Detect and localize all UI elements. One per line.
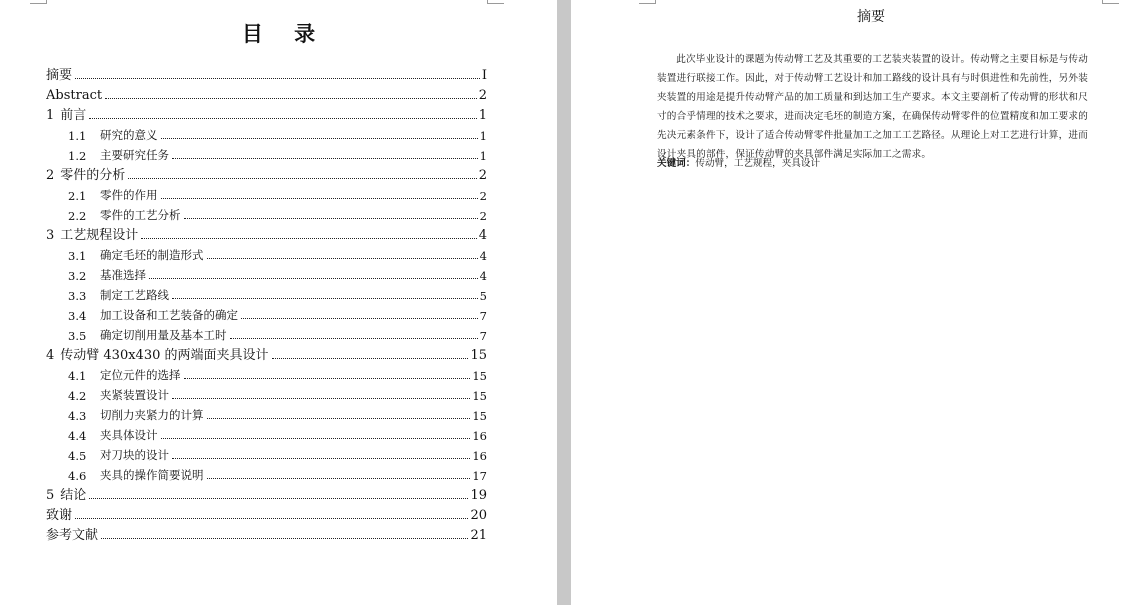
toc-dot-leader: [207, 257, 478, 259]
toc-dot-leader: [184, 377, 471, 379]
toc-dot-leader: [172, 157, 478, 159]
toc-entry-number: 4.5: [68, 449, 87, 463]
toc-title: 目 录: [241, 21, 328, 46]
toc-entry[interactable]: [46, 223, 487, 243]
toc-entry-label: 夹具的操作简要说明: [100, 468, 204, 482]
toc-entry-label: 工艺规程设计: [60, 228, 139, 243]
toc-entry[interactable]: [46, 403, 487, 423]
toc-entry-page: 4: [478, 228, 487, 243]
toc-entry[interactable]: [46, 123, 487, 143]
toc-entry-label: 摘要: [46, 68, 73, 83]
toc-entry-label: 前言: [60, 108, 87, 123]
toc-entry-label: 零件的分析: [60, 168, 126, 183]
toc-entry-number: 3.1: [68, 249, 87, 263]
toc-entry[interactable]: [46, 163, 487, 183]
toc-entry-page: 19: [470, 488, 487, 503]
abstract-keywords: [657, 154, 1088, 173]
keywords-value: 传动臂，工艺规程，夹具设计: [695, 158, 821, 169]
toc-entry-page: 1: [478, 108, 487, 123]
toc-entry-label: 参考文献: [46, 528, 99, 543]
toc-entry-label: 夹具体设计: [100, 428, 158, 442]
toc-entry-label: 夹紧装置设计: [100, 388, 169, 402]
toc-entry[interactable]: [46, 303, 487, 323]
toc-entry-label: 基准选择: [100, 268, 146, 282]
toc-entry-label: 确定切削用量及基本工时: [100, 328, 227, 342]
toc-dot-leader: [272, 357, 469, 359]
toc-dot-leader: [75, 517, 468, 519]
toc-entry-label: 结论: [60, 488, 87, 503]
toc-entry-number: 2.1: [68, 189, 87, 203]
toc-entry[interactable]: [46, 203, 487, 223]
toc-entry[interactable]: [46, 183, 487, 203]
toc-list: [46, 63, 487, 543]
toc-dot-leader: [89, 497, 468, 499]
toc-entry[interactable]: [46, 363, 487, 383]
toc-entry-page: 1: [479, 149, 487, 163]
toc-entry-label: 零件的工艺分析: [100, 208, 181, 222]
toc-entry[interactable]: [46, 283, 487, 303]
toc-entry[interactable]: [46, 103, 487, 123]
toc-entry-page: 4: [479, 249, 487, 263]
toc-entry-page: I: [481, 68, 487, 83]
toc-entry[interactable]: [46, 463, 487, 483]
toc-entry-label: 切削力夹紧力的计算: [100, 408, 204, 422]
toc-entry-page: 2: [479, 209, 487, 223]
toc-entry-page: 16: [472, 449, 487, 463]
toc-entry[interactable]: [46, 383, 487, 403]
toc-entry-number: 3.3: [68, 289, 87, 303]
keywords-label: 关键词：: [657, 158, 696, 169]
toc-entry-label: 致谢: [46, 508, 73, 523]
crop-mark-top-left: [639, 0, 656, 4]
toc-entry-label: 确定毛坯的制造形式: [100, 248, 204, 262]
crop-mark-top-right: [487, 0, 504, 4]
toc-entry-page: 2: [478, 88, 487, 103]
toc-dot-leader: [207, 477, 471, 479]
toc-dot-leader: [141, 237, 476, 239]
toc-entry-page: 5: [479, 289, 487, 303]
toc-dot-leader: [149, 277, 478, 279]
toc-dot-leader: [89, 117, 476, 119]
toc-entry-number: 4.4: [68, 429, 87, 443]
toc-entry-label: 加工设备和工艺装备的确定: [100, 308, 238, 322]
toc-entry-page: 16: [472, 429, 487, 443]
toc-entry[interactable]: [46, 243, 487, 263]
toc-entry-number: 4: [46, 348, 55, 363]
toc-entry-number: 3: [46, 228, 55, 243]
toc-entry[interactable]: [46, 63, 487, 83]
toc-entry-label: 制定工艺路线: [100, 288, 169, 302]
toc-entry-label: 传动臂 430x430 的两端面夹具设计: [60, 348, 269, 363]
toc-dot-leader: [241, 317, 478, 319]
toc-entry-label: 零件的作用: [100, 188, 158, 202]
toc-entry[interactable]: [46, 443, 487, 463]
toc-entry-page: 2: [479, 189, 487, 203]
toc-dot-leader: [207, 417, 471, 419]
toc-entry-number: 1.2: [68, 149, 87, 163]
toc-entry-label: 研究的意义: [100, 128, 158, 142]
toc-entry[interactable]: [46, 323, 487, 343]
crop-mark-top-left: [30, 0, 47, 4]
toc-entry-page: 4: [479, 269, 487, 283]
toc-entry-label: 主要研究任务: [100, 148, 169, 162]
toc-entry-page: 1: [479, 129, 487, 143]
toc-entry-page: 7: [479, 329, 487, 343]
toc-entry-page: 17: [472, 469, 487, 483]
abstract-body: 此次毕业设计的课题为传动臂工艺及其重要的工艺装夹装置的设计。传动臂之主要目标是与传动装置进行联接工作。因此，对于传动臂工艺设计和加工路线的设计具有与时俱进性和先前性，另外装夹装置的用途是提升传动臂产品的加工质量和到达加工生产要求。本文主要剖析了传动臂的形状和尺寸的合乎情理的技术之要求，进而决定毛坯的制造方案，在确保传动臂零件的位置精度和加工要求的先决元素条件下，设计了适合传动臂零件批量加工之加工工艺路径。从理论上对工艺进行计算，进而设计夹具的部件，保证传动臂的夹具部件满足实际加工之需求。: [657, 54, 1088, 160]
toc-entry-label: Abstract: [46, 88, 103, 103]
toc-entry-number: 3.4: [68, 309, 87, 323]
toc-entry[interactable]: [46, 523, 487, 543]
toc-entry[interactable]: [46, 503, 487, 523]
toc-entry-page: 7: [479, 309, 487, 323]
toc-dot-leader: [75, 77, 480, 79]
toc-entry-number: 3.2: [68, 269, 87, 283]
toc-entry-number: 5: [46, 488, 55, 503]
toc-dot-leader: [101, 537, 468, 539]
toc-dot-leader: [128, 177, 476, 179]
toc-entry[interactable]: [46, 263, 487, 283]
toc-entry-number: 4.6: [68, 469, 87, 483]
toc-dot-leader: [172, 397, 470, 399]
toc-dot-leader: [184, 217, 478, 219]
toc-entry[interactable]: [46, 143, 487, 163]
crop-mark-top-right: [1102, 0, 1119, 4]
toc-entry-page: 15: [472, 369, 487, 383]
toc-entry-page: 21: [470, 528, 487, 543]
toc-entry-number: 3.5: [68, 329, 87, 343]
toc-entry-number: 1.1: [68, 129, 87, 143]
toc-entry-page: 15: [470, 348, 487, 363]
abstract-page: [571, 0, 1135, 605]
toc-dot-leader: [161, 197, 478, 199]
toc-entry-page: 15: [472, 389, 487, 403]
toc-dot-leader: [172, 297, 478, 299]
toc-entry-number: 4.3: [68, 409, 87, 423]
toc-entry-page: 2: [478, 168, 487, 183]
toc-dot-leader: [105, 97, 477, 99]
toc-entry-number: 2: [46, 168, 55, 183]
toc-entry-number: 4.2: [68, 389, 87, 403]
toc-entry[interactable]: [46, 343, 487, 363]
toc-entry-number: 2.2: [68, 209, 87, 223]
toc-entry-page: 20: [470, 508, 487, 523]
toc-dot-leader: [161, 137, 478, 139]
toc-dot-leader: [230, 337, 478, 339]
toc-entry[interactable]: [46, 483, 487, 503]
toc-entry[interactable]: [46, 83, 487, 103]
abstract-title: 摘要: [857, 9, 885, 25]
toc-page: [0, 0, 557, 605]
toc-entry-number: 1: [46, 108, 55, 123]
toc-entry[interactable]: [46, 423, 487, 443]
toc-entry-label: 对刀块的设计: [100, 448, 169, 462]
toc-entry-page: 15: [472, 409, 487, 423]
toc-entry-number: 4.1: [68, 369, 87, 383]
toc-entry-label: 定位元件的选择: [100, 368, 181, 382]
toc-dot-leader: [172, 457, 470, 459]
toc-dot-leader: [161, 437, 471, 439]
